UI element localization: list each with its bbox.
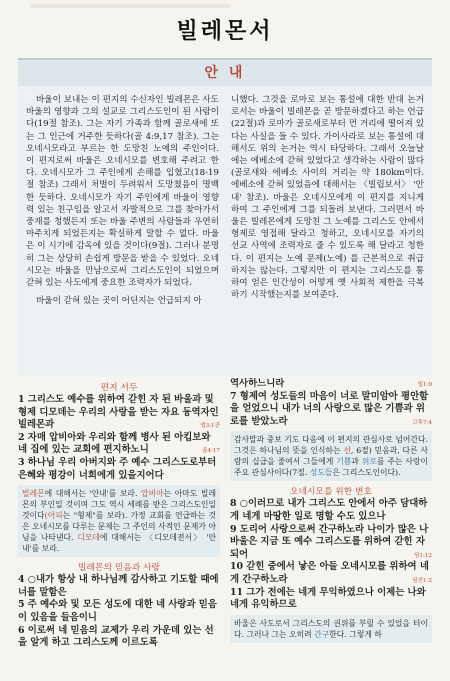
- verse-7: 7 형제여 성도들의 마음이 너로 말미암아 평안함을 얻었으니 내가 너의 사랑으로 많은 기쁨과 위로를 받았노라 고후7:4: [230, 391, 432, 429]
- verse-10-xref: 딤전1:2: [412, 577, 432, 584]
- verse-5: 5 주 예수와 및 모든 성도에 대한 네 사랑과 믿음이 있음을 들음이니: [18, 599, 217, 623]
- section-title-faith-love: 빌레몬의 믿음과 사랑: [77, 563, 161, 574]
- scripture-column-left: [18, 378, 220, 650]
- verse-6: 6 이로써 네 믿음의 교제가 우리 가운데 있는 선을 알게 하고 그리스도께 이르도록: [18, 624, 214, 649]
- intro-column-left: [26, 94, 219, 369]
- top-bleed-band: [30, 4, 230, 8]
- page-title: 빌레몬서: [176, 18, 274, 44]
- scripture-columns: [18, 378, 432, 650]
- study-note-3: 바울은 사도로서 그리스도의 권위를 부릴 수 있었을 터이다. 그러나 그는 오히려 간구한다. 그렇게 하: [230, 615, 432, 643]
- intro-column-right: [231, 94, 424, 369]
- verse-3: 3 하나님 우리 아버지와 주 예수 그리스도로부터 은혜와 평강이 너희에게 있을지어다: [18, 456, 217, 481]
- verse-7-xref: 고후7:4: [412, 419, 432, 426]
- intro-heading: 안 내: [18, 60, 432, 86]
- intro-columns: [26, 94, 424, 369]
- study-note-1: 빌레몬에 대해서는 '안내'를 보라. 압비아는 아마도 빌레몬의 부인일 것이며 그도 역시 세례를 받은 그리스도인일 것이다(아피는 "형제"를 보라). 가정 교회를 언급하는 것은 오네시모를 다루는 문제는 그 주인의 사적인 문제가 아님을 나타낸다. 디모데에 대해서는 〈디모데전서〉 '안내'를 보라.: [18, 485, 220, 557]
- verse-9: 9 도리어 사랑으로써 간구하노라 나이가 많은 나 바울은 지금 또 예수 그리스도를 위하여 갇힌 자 되어 딤1:12: [230, 524, 432, 562]
- verse-8: 8 ○이러므로 내가 그리스도 안에서 아주 담대하게 네게 마땅한 일로 명할 수도 있으나: [230, 498, 428, 522]
- verse-11: 11 그가 전에는 네게 무익하였으나 이제는 나와 네게 유익하므로: [230, 586, 426, 611]
- scripture-column-right: [230, 378, 432, 650]
- intro-box: [18, 58, 432, 375]
- intro-paragraph-3: 니했다. 그것을 로마로 보는 통설에 대한 반대 논거로서는 바울이 빌레몬을 곧 방문하겠다고 하는 언급(22절)과 로마가 골로새로부터 먼 거리에 떨어져 있다는 사실을 들 수 있다. 가이사라로 보는 통설에 대해서도 위의 논거는 역시 타당하다. 그래서 오늘날에는 에베소에 갇혀 있었다고 생각하는 사람이 많다(골로새와 에베소 사이의 거리는 약 180km이다. 에베소에 갇혀 있었음에 대해서는 〈빌립보서〉 '안내' 참조). 바울은 오네시모에게 이 편지를 지니게 하여 그 주인에게 그를 되돌려 보낸다. 그러면서 바울은 빌레몬에게 도망친 그 노예를 그리스도 안에서 형제로 영접해 달라고 청하고, 오네시모를 자기의 선교 사역에 조력자로 줄 수 있도록 해 달라고 청한다. 이 편지는 노예 문제(노예) 를 근본적으로 취급하지는 않는다. 그렇지만 이 편지는 그리스도를 통하여 얻은 인간성이 어떻게 옛 사회적 제한을 극복하기 시작했는지를 보여준다.: [231, 95, 424, 301]
- verse-1: 1 그리스도 예수를 위하여 갇힌 자 된 바울과 및 형제 디모데는 우리의 사랑을 받는 자요 동역자인 빌레몬과 엡3:1관: [18, 394, 220, 432]
- verse-6-xref: 빌1:9: [417, 382, 432, 388]
- verse-1-xref: 엡3:1관: [200, 423, 220, 430]
- verse-2: 2 자매 압비아와 우리와 함께 병사 된 아킵보와 네 집에 있는 교회에 편지하노니 골4:17: [18, 432, 220, 457]
- intro-paragraph-2: 바울이 갇혀 있는 곳이 어딘지는 언급되지 아: [36, 296, 202, 307]
- verse-6-end: 역사하느니라 빌1:9: [230, 378, 432, 391]
- verse-9-xref: 딤1:12: [414, 552, 432, 559]
- study-note-2: 감사말과 중보 기도 다음에 이 편지의 관심사로 넘어간다. 그것은 하나님의 뜻을 인식하는 선, 6절) 믿음과, 다른 사람의 십급을 줄여서 그들에게 기쁨과 위로를 주는 사랑이 주요 관심사이다(7절. 성도들은 그리스도인이다).: [230, 431, 432, 481]
- verse-10: 10 갇힌 중에서 낳은 아들 오네시모를 위하여 네게 간구하노라 딤전1:2: [230, 561, 432, 586]
- verse-2-xref: 골4:17: [202, 448, 220, 455]
- section-title-plea: 오네시모를 위한 변호: [289, 487, 373, 498]
- verse-4: 4 ○내가 항상 내 하나님께 감사하고 기도할 때에 너를 말함은: [18, 574, 219, 598]
- section-title-greeting: 편지 서두: [100, 383, 138, 393]
- intro-paragraph-1: 바울이 보내는 이 편지의 수신자인 빌레몬은 사도 바울의 영향과 그의 설교로 그리스도인이 된 사람이다(19절 참조). 그는 자기 가족과 함께 골로새에 또는 그 인근에 거주한 듯하다(골 4:9,17 참조). 그는 오네시모라고 부르는 한 도망친 노예의 주인이다. 이 편지로써 바울은 오네시모를 변호해 주려고 한다. 오네시모가 그 주인에게 손해를 입혔고(18-19절 참조) 그래서 처벌이 두려워서 도망쳤음이 명백한 듯하다. 오네시모가 자기 주인에게 바울이 영향력 있는 친구임을 알고서 자발적으로 그를 찾아가서 중재를 청했든지 또는 바울 주변의 사람들과 우연히 마주치게 되었든지는 확실하게 말할 수 없다. 바울은 이 시기에 감옥에 있을 것이다(9절). 그러나 분명히 그는 상당히 손쉽게 방문을 받을 수 있었다. 오네시모는 바울을 만남으로써 그리스도인이 되었으며 갇혀 있는 사도에게 중요한 조력자가 되었다.: [26, 95, 219, 289]
